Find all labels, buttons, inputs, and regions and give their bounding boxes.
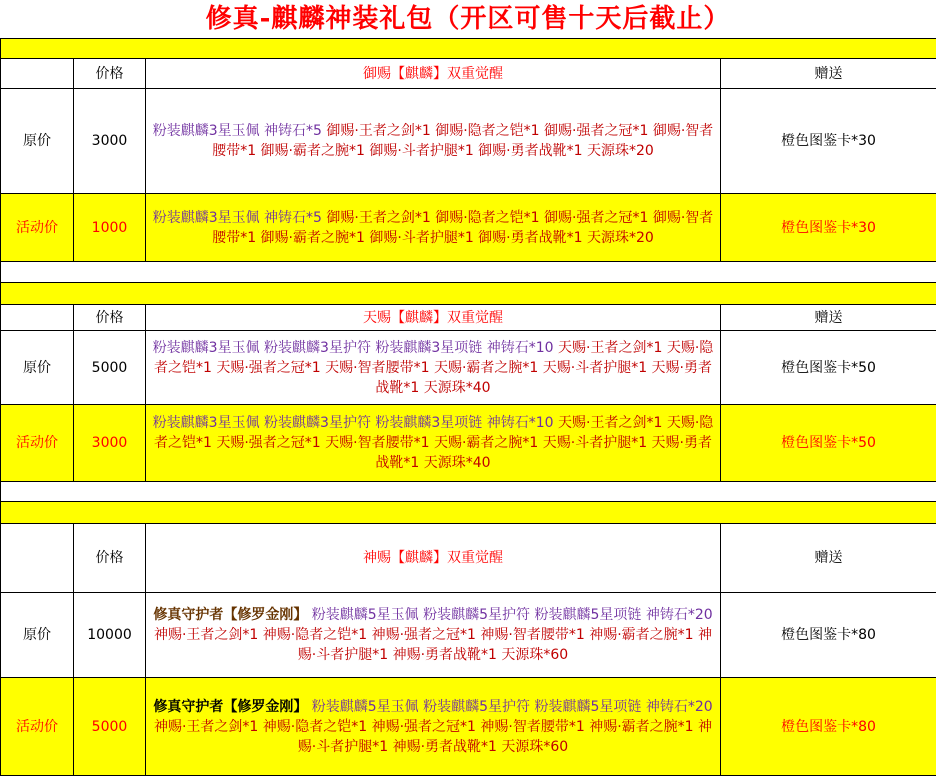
pack-name: 神赐【麒麟】双重觉醒 xyxy=(146,524,721,593)
pack-items-main: 粉装麒麟5星玉佩 粉装麒麟5星护符 粉装麒麟5星项链 神铸石*20 xyxy=(307,607,713,623)
pack-items-set: 神赐·王者之剑*1 神赐·隐者之铠*1 神赐·强者之冠*1 神赐·智者腰带*1 神赐·霸者之腕*1 神赐·斗者护腿*1 神赐·勇者战靴*1 天源珠*60 xyxy=(153,718,713,755)
pack-items-main: 粉装麒麟3星玉佩 神铸石*5 xyxy=(152,123,327,139)
row-label-activity: 活动价 xyxy=(1,405,74,482)
pack-items-set: 神赐·王者之剑*1 神赐·隐者之铠*1 神赐·强者之冠*1 神赐·智者腰带*1 神赐·霸者之腕*1 神赐·斗者护腿*1 神赐·勇者战靴*1 天源珠*60 xyxy=(153,627,713,663)
header-price: 价格 xyxy=(74,305,146,331)
pack-items-set: 天赐·王者之剑*1 天赐·隐者之铠*1 天赐·强者之冠*1 天赐·智者腰带*1 天赐·霸者之腕*1 天赐·斗者护腿*1 天赐·勇者战靴*1 天源珠*40 xyxy=(153,415,714,471)
section-band xyxy=(1,502,936,524)
row-label-activity: 活动价 xyxy=(1,194,74,262)
row-label-original: 原价 xyxy=(1,593,74,678)
gift-pack-table xyxy=(0,38,936,776)
spacer-row xyxy=(1,482,936,502)
header-empty-cell xyxy=(1,59,74,89)
pack-items xyxy=(146,331,721,405)
pack-name: 天赐【麒麟】双重觉醒 xyxy=(146,305,721,331)
row-label-original: 原价 xyxy=(1,89,74,194)
table-header-row xyxy=(1,524,936,593)
header-price: 价格 xyxy=(74,59,146,89)
pack-items xyxy=(146,593,721,678)
table-header-row xyxy=(1,59,936,89)
gift-value: 橙色图鉴卡*50 xyxy=(721,405,936,482)
pack-items xyxy=(146,678,721,776)
table-row-activity xyxy=(1,194,936,262)
pack-items-main: 粉装麒麟3星玉佩 粉装麒麟3星护符 粉装麒麟3星项链 神铸石*10 xyxy=(152,339,559,356)
row-label-original: 原价 xyxy=(1,331,74,405)
pack-items-main: 粉装麒麟3星玉佩 神铸石*5 xyxy=(152,209,327,226)
gift-value: 橙色图鉴卡*30 xyxy=(721,89,936,194)
gift-value: 橙色图鉴卡*80 xyxy=(721,678,936,776)
table-row-activity xyxy=(1,405,936,482)
pack-items-set: 御赐·王者之剑*1 御赐·隐者之铠*1 御赐·强者之冠*1 御赐·智者腰带*1 御赐·霸者之腕*1 御赐·斗者护腿*1 御赐·勇者战靴*1 天源珠*20 xyxy=(212,123,714,159)
table-row-original xyxy=(1,89,936,194)
section-band xyxy=(1,39,936,59)
pack-items-set: 天赐·王者之剑*1 天赐·隐者之铠*1 天赐·强者之冠*1 天赐·智者腰带*1 天赐·霸者之腕*1 天赐·斗者护腿*1 天赐·勇者战靴*1 天源珠*40 xyxy=(153,339,714,396)
gift-value: 橙色图鉴卡*50 xyxy=(721,331,936,405)
original-price: 3000 xyxy=(74,89,146,194)
section-band xyxy=(1,283,936,305)
page-title: 修真-麒麟神装礼包（开区可售十天后截止） xyxy=(205,4,731,34)
pack-items xyxy=(146,194,721,262)
table-header-row xyxy=(1,305,936,331)
guardian-name: 修真守护者【修罗金刚】 xyxy=(153,698,308,715)
spacer-row xyxy=(1,262,936,283)
pack-items xyxy=(146,405,721,482)
table-row-original xyxy=(1,593,936,678)
activity-price: 5000 xyxy=(74,678,146,776)
table-row-activity xyxy=(1,678,936,776)
original-price: 5000 xyxy=(74,331,146,405)
row-label-activity: 活动价 xyxy=(1,678,74,776)
activity-price: 1000 xyxy=(74,194,146,262)
table-row-original xyxy=(1,331,936,405)
header-gift: 赠送 xyxy=(721,305,936,331)
header-gift: 赠送 xyxy=(721,59,936,89)
activity-price: 3000 xyxy=(74,405,146,482)
header-empty-cell xyxy=(1,524,74,593)
header-gift: 赠送 xyxy=(721,524,936,593)
original-price: 10000 xyxy=(74,593,146,678)
guardian-name: 修真守护者【修罗金刚】 xyxy=(153,607,308,623)
header-empty-cell xyxy=(1,305,74,331)
pack-name: 御赐【麒麟】双重觉醒 xyxy=(146,59,721,89)
pack-items-main: 粉装麒麟3星玉佩 粉装麒麟3星护符 粉装麒麟3星项链 神铸石*10 xyxy=(152,415,559,431)
pack-items-set: 御赐·王者之剑*1 御赐·隐者之铠*1 御赐·强者之冠*1 御赐·智者腰带*1 御赐·霸者之腕*1 御赐·斗者护腿*1 御赐·勇者战靴*1 天源珠*20 xyxy=(212,209,714,246)
pack-items-main: 粉装麒麟5星玉佩 粉装麒麟5星护符 粉装麒麟5星项链 神铸石*20 xyxy=(307,698,713,715)
gift-value: 橙色图鉴卡*30 xyxy=(721,194,936,262)
pack-items xyxy=(146,89,721,194)
gift-value: 橙色图鉴卡*80 xyxy=(721,593,936,678)
header-price: 价格 xyxy=(74,524,146,593)
